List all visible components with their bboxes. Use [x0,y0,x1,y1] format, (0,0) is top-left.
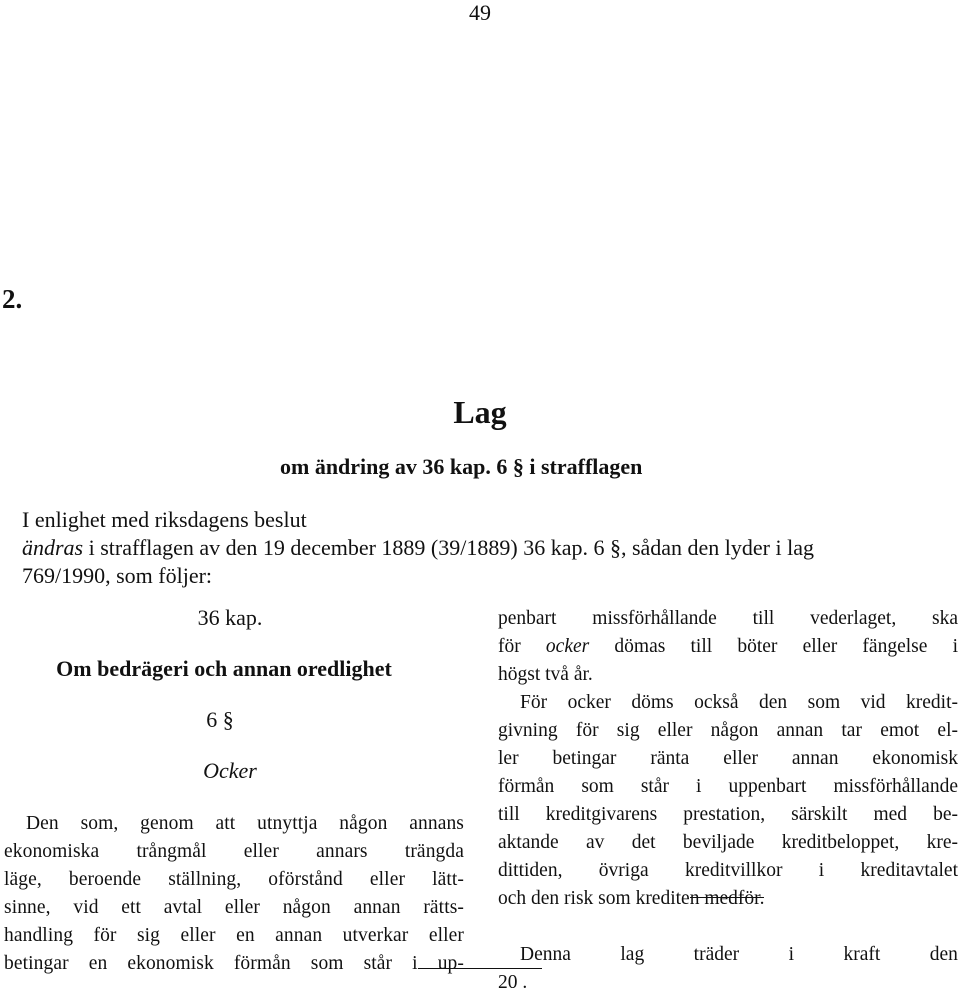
right-body-line: högst två år. [498,664,593,685]
effect-word: den [929,944,958,965]
effective-date-line-2: 20 . [498,972,528,993]
page-number: 49 [469,0,491,25]
law-title: Lag [453,394,507,430]
right-body-line: dittiden, övriga kreditvillkor i kreditavtalet [498,860,958,881]
footer-rule [418,968,542,969]
right-body-line: aktande av det beviljade kreditbeloppet, kre- [498,832,958,853]
effective-date-line [498,941,958,969]
effect-word: lag [620,944,645,965]
preamble-line-1: I enlighet med riksdagens beslut [22,507,307,532]
right-body-line: penbart missförhållande till vederlaget, ska [498,608,958,629]
preamble-line-3: 769/1990, som följer: [22,563,213,588]
preamble [22,506,814,590]
preamble-amend-word: ändras [22,535,84,560]
left-body-line: sinne, vid ett avtal eller någon annan rätts- [4,897,464,918]
left-body-line: läge, beroende ställning, oförstånd eller lätt- [4,869,464,890]
effect-word: kraft [843,944,881,965]
effect-word: Denna [520,944,571,965]
effect-word: träder [693,944,740,965]
right-body-line: förmån som står i uppenbart missförhållande [498,776,958,797]
right-line-2-pre: för [498,636,546,657]
right-body-line: och den risk som krediten medför. [498,888,765,909]
right-body-line: givning för sig eller någon annan tar emot el- [498,720,958,741]
section-number: 6 § [206,707,234,732]
preamble-line-2 [22,534,814,562]
right-line-2-post: dömas till böter eller fängelse i [589,636,958,657]
left-column-body [4,810,464,978]
left-body-line: ekonomiska trångmål eller annars trängda [4,841,464,862]
left-body-line: Den som, genom att utnyttja någon annans [26,813,464,834]
right-column-body [498,605,958,997]
chapter-label: 36 kap. [197,605,263,630]
preamble-line-2-rest: i strafflagen av den 19 december 1889 (39/1889) 36 kap. 6 §, sådan den lyder i lag [83,535,815,560]
right-body-line: För ocker döms också den som vid kredit- [520,692,958,713]
right-body-line [498,633,958,661]
section-title: Ocker [203,758,257,783]
law-subtitle: om ändring av 36 kap. 6 § i strafflagen [280,454,643,479]
right-body-line: till kreditgivarens prestation, särskilt med be- [498,804,958,825]
spacer [498,913,958,941]
left-body-line: betingar en ekonomisk förmån som står i up- [4,953,464,974]
ocker-term: ocker [545,636,590,657]
right-body-line: ler betingar ränta eller annan ekonomisk [498,748,958,769]
effect-word: i [788,944,795,965]
separator-rule [690,897,764,898]
chapter-title: Om bedrägeri och annan oredlighet [56,656,392,681]
list-number: 2. [2,284,23,314]
left-body-line: handling för sig eller en annan utverkar eller [4,925,464,946]
